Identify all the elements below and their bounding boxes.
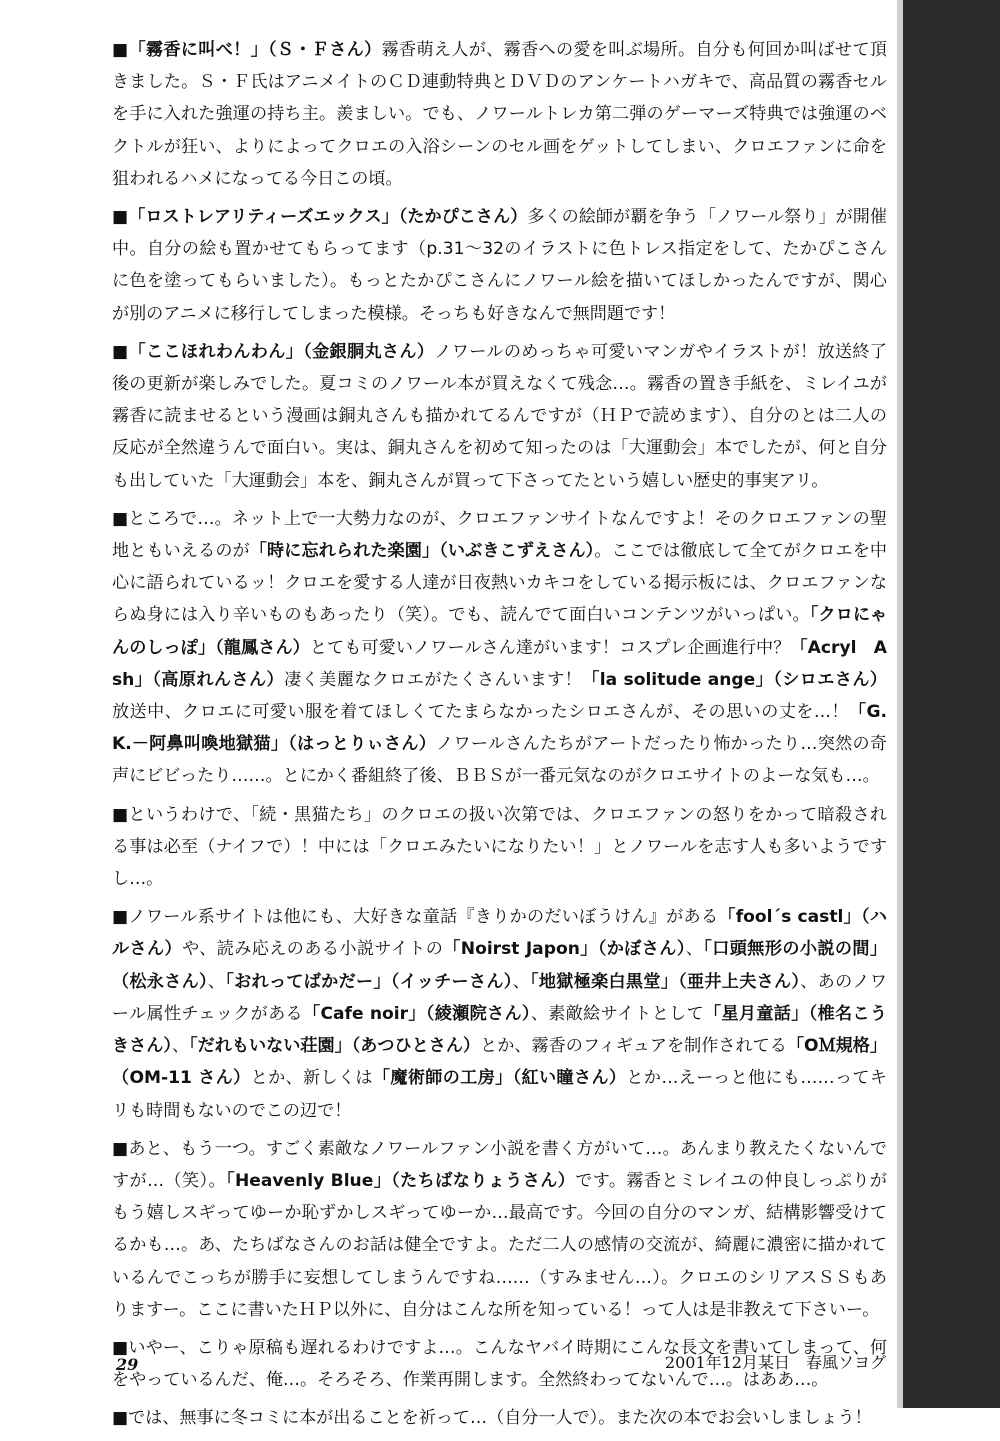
paragraph-other-sites: ■ノワール系サイトは他にも、大好きな童話『きりかのだいぼうけん』がある「fool´s castl」（ハルさん）や、読み応えのある小説サイトの「Noirst Japon」（かぼさん）、「口頭無形の小説の間」（松永さん）、「おれってばかだー」（イッチーさん）、「地獄極楽白黒堂」（亜井上夫さん）、あのノワール属性チェックがある「Cafe noir」（綾瀬院さん）、素敵絵サイトとして「星月童話」（椎名こうきさん）、「だれもいない荘園」（あつひとさん）とか、霧香のフィギュアを制作されてる「ОＭ規格」（OM-11 さん）とか、新しくは「魔術師の工房」（紅い瞳さん）とか…えーっと他にも……ってキリも時間もないのでこの辺で！ <box>112 907 888 1121</box>
site-title: 「口頭無形の小説の間」（松永さん） <box>112 939 887 992</box>
page-number: 29 <box>116 1355 139 1374</box>
paragraph-kiriko: ■「霧香に叫べ！」（Ｓ・Ｆさん）霧香萌え人が、霧香への愛を叫ぶ場所。自分も何回か叫ばせて頂きました。Ｓ・Ｆ氏はアニメイトのＣＤ連動特典とＤＶＤのアンケートハガキで、高品質の霧香セルを手に入れた強運の持ち主。羨ましい。でも、ノワールトレカ第二弾のゲーマーズ特典では強運のベクトルが狂い、よりによってクロエの入浴シーンのセル画をゲットしてしまい、クロエファンに命を狙われるハメになってる今日この頃。 <box>112 40 887 189</box>
paragraph-kokohore: ■「ここほれわんわん」（金銀胴丸さん）ノワールのめっちゃ可愛いマンガやイラストが！放送終了後の更新が楽しみでした。夏コミのノワール本が買えなくて残念…。霧香の置き手紙を、ミレイユが霧香に読ませるという漫画は銅丸さんも描かれてるんですが（ＨＰで読めます）、自分のとは二人の反応が全然違うんで面白い。実は、銅丸さんを初めて知ったのは「大運動会」本でしたが、何と自分も出していた「大運動会」本を、銅丸さんが買って下さってたという嬉しい歴史的事実アリ。 <box>112 341 887 491</box>
site-title: 「G.K.－阿鼻叫喚地獄猫」（はっとりぃさん） <box>112 702 887 755</box>
site-title: 「地獄極楽白黒堂」（亜井上夫さん） <box>530 971 801 992</box>
site-title: 「魔術師の工房」（紅い瞳さん） <box>372 1068 627 1089</box>
date-signature: 2001年12月某日 春風ソヨグ <box>664 1353 886 1372</box>
scan-border-band <box>903 0 1000 1408</box>
site-title: 「Acryl Ash」（高原れんさん） <box>112 637 887 690</box>
site-title: 「la solitude ange」（シロエさん） <box>582 669 888 690</box>
site-title: 「Noirst Japon」（かぼさん） <box>443 939 686 960</box>
site-title: 「ロストレアリティーズエックス」（たかぴこさん） <box>128 207 528 228</box>
site-title: 「fool´s castl」（ハルさん） <box>112 907 888 960</box>
paragraph-kuroneko: ■というわけで、「続・黒猫たち」のクロエの扱い次第では、クロエファンの怒りをかって暗殺される事は必至（ナイフで）！中には「クロエみたいになりたい！」とノワールを志す人も多いようですし…。 <box>112 804 887 890</box>
paragraph-lost-realities: ■「ロストレアリティーズエックス」（たかぴこさん）多くの絵師が覇を争う「ノワール祭り」が開催中。自分の絵も置かせてもらってます（p.31～32のイラストに色トレス指定をして、たかぴこさんに色を塗ってもらいました）。もっとたかぴこさんにノワール絵を描いてほしかったんですが、関心が別のアニメに移行してしまった模様。そっちも好きなんで無問題です！ <box>112 207 887 324</box>
site-title: 「霧香に叫べ！」（Ｓ・Ｆさん） <box>128 40 382 60</box>
site-title: 「ОＭ規格」（OM-11 さん） <box>112 1036 888 1089</box>
paragraph-closing: ■では、無事に冬コミに本が出ることを祈って…（自分一人で）。また次の本でお会いしましょう！ <box>112 1408 872 1429</box>
site-title: 「ここほれわんわん」（金銀胴丸さん） <box>128 341 435 362</box>
paragraph-heavenly-blue: ■あと、もう一つ。すごく素敵なノワールファン小説を書く方がいて…。あんまり教えたくないんですが…（笑）。「Heavenly Blue」（たちばなりょうさん）です。霧香とミレイユの仲良しっぷりがもう嬉しスギってゆーか恥ずかしスギってゆーか…最高です。今回の自分のマンガ、結構影響受けてるかも…。あ、たちばなさんのお話は健全ですよ。ただ二人の感情の交流が、綺麗に濃密に描かれているんでこっちが勝手に妄想してしまうんですね……（すみません…）。クロエのシリアスＳＳもありますー。ここに書いたＨＰ以外に、自分はこんな所を知っている！って人は是非教えて下さいー。 <box>112 1138 888 1320</box>
paragraph-chloe-fansites: ■ところで…。ネット上で一大勢力なのが、クロエファンサイトなんですよ！そのクロエファンの聖地ともいえるのが「時に忘れられた楽園」（いぶきこずえさん）。ここでは徹底して全てがクロエを中心に語られているッ！クロエを愛する人達が日夜熱いカキコをしている掲示板には、クロエファンならぬ身には入り辛いものもあったり（笑）。でも、読んでて面白いコンテンツがいっぱい。「クロにゃんのしっぽ」（龍鳳さん）とても可愛いノワールさん達がいます！コスプレ企画進行中？「Acryl Ash」（高原れんさん）凄く美麗なクロエがたくさんいます！「la solitude ange」（シロエさん）放送中、クロエに可愛い服を着てほしくてたまらなかったシロエさんが、その思いの丈を…！「G.K.－阿鼻叫喚地獄猫」（はっとりぃさん）ノワールさんたちがアートだったり怖かったり…突然の奇声にビビったり……。とにかく番組終了後、ＢＢＳが一番元気なのがクロエサイトのよーな気も…。 <box>112 508 888 787</box>
article-body <box>112 34 887 1441</box>
site-title: 「Cafe noir」（綾瀬院さん） <box>303 1003 531 1024</box>
site-title: 「Heavenly Blue」（たちばなりょうさん） <box>226 1170 576 1191</box>
site-title: 「クロにゃんのしっぽ」（龍鳳さん） <box>112 605 888 658</box>
site-title: 「時に忘れられた楽園」（いぶきこずえさん） <box>249 541 595 562</box>
site-title: 「だれもいない荘園」（あつひとさん） <box>189 1036 481 1057</box>
site-title: 「おれってばかだー」（イッチーさん） <box>225 971 513 992</box>
site-title: 「星月童話」（椎名こうきさん） <box>112 1003 887 1057</box>
paragraph-resume-work: ■いやー、こりゃ原稿も遅れるわけですよ…。こんなヤバイ時期にこんな長文を書いてしまって、何をやっているんだ、俺…。そろそろ、作業再開します。全然終わってないんで…。はああ…。 <box>112 1337 887 1391</box>
